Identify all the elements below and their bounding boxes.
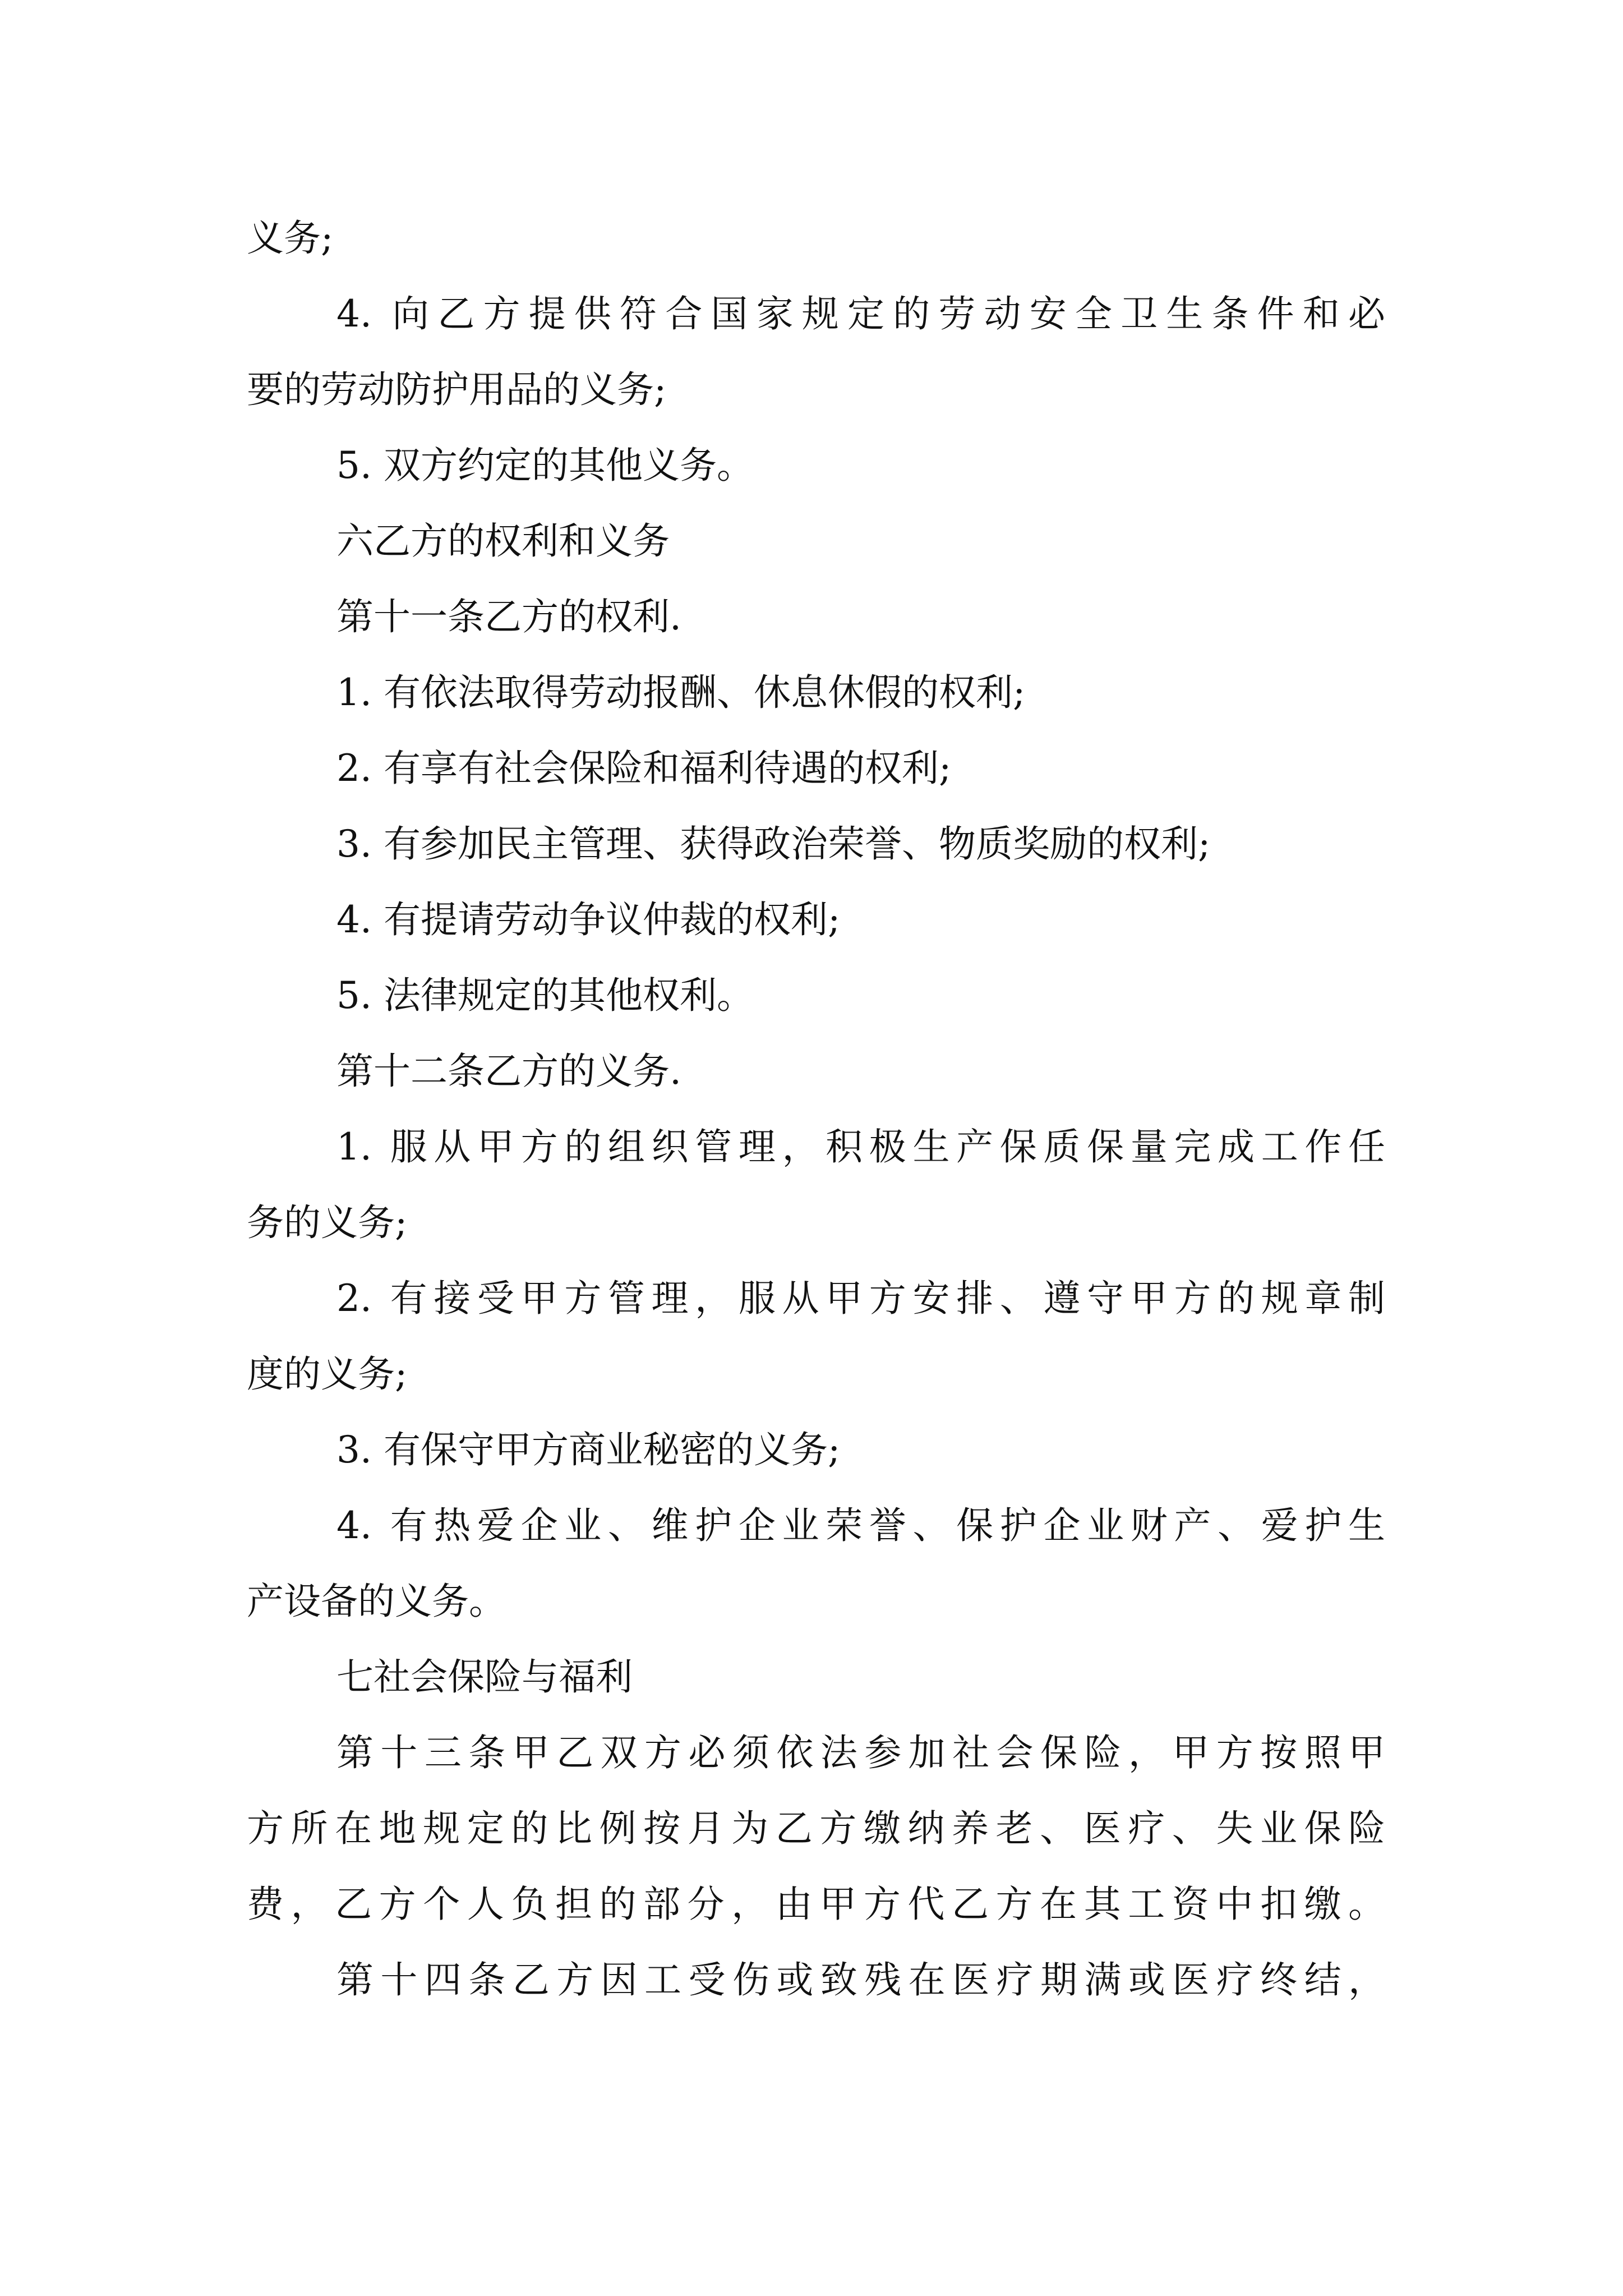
text-line-13: 1. 服从甲方的组织管理，积极生产保质保量完成工作任 — [336, 1125, 1385, 1168]
text-line-8: 2. 有享有社会保险和福利待遇的权利; — [336, 747, 952, 790]
text-line-17: 3. 有保守甲方商业秘密的义务; — [336, 1428, 841, 1471]
article-11-heading: 第十一条乙方的权利. — [336, 595, 681, 638]
text-line-11: 5. 法律规定的其他权利。 — [336, 974, 754, 1017]
text-line-3: 要的劳动防护用品的义务; — [247, 368, 667, 411]
text-line-23: 费，乙方个人负担的部分，由甲方代乙方在其工资中扣缴。 — [247, 1883, 1385, 1926]
text-line-24: 第十四条乙方因工受伤或致残在医疗期满或医疗终结， — [336, 1958, 1385, 2001]
text-line-19: 产设备的义务。 — [247, 1580, 506, 1623]
section-heading-7: 七社会保险与福利 — [336, 1655, 633, 1699]
text-line-4: 5. 双方约定的其他义务。 — [336, 444, 754, 487]
text-line-14: 务的义务; — [247, 1201, 408, 1244]
article-12-heading: 第十二条乙方的义务. — [336, 1050, 681, 1093]
text-line-16: 度的义务; — [247, 1352, 408, 1396]
text-line-21: 第十三条甲乙双方必须依法参加社会保险，甲方按照甲 — [336, 1731, 1385, 1774]
text-line-1: 义务; — [247, 217, 334, 260]
text-line-18: 4. 有热爱企业、维护企业荣誉、保护企业财产、爱护生 — [336, 1504, 1385, 1547]
text-line-7: 1. 有依法取得劳动报酬、休息休假的权利; — [336, 671, 1026, 714]
section-heading-6: 六乙方的权利和义务 — [336, 519, 670, 563]
text-line-2: 4. 向乙方提供符合国家规定的劳动安全卫生条件和必 — [336, 292, 1385, 335]
text-line-22: 方所在地规定的比例按月为乙方缴纳养老、医疗、失业保险 — [247, 1807, 1385, 1850]
text-line-15: 2. 有接受甲方管理，服从甲方安排、遵守甲方的规章制 — [336, 1277, 1385, 1320]
text-line-10: 4. 有提请劳动争议仲裁的权利; — [336, 898, 841, 941]
text-line-9: 3. 有参加民主管理、获得政治荣誉、物质奖励的权利; — [336, 822, 1211, 866]
